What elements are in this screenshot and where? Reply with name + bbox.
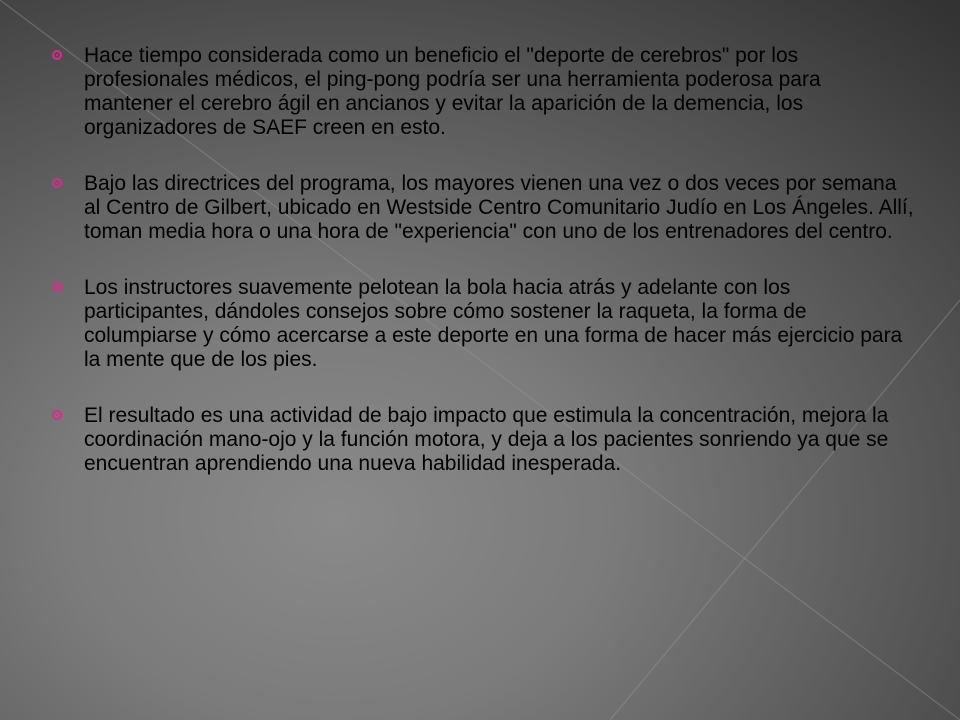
bullet-text: Bajo las directrices del programa, los mayores vienen una vez o dos veces por semana al Centro de Gilbert, ubicado en Westside Centro Comunitario Judío en Los Ángeles. Allí, toman media hora o una hora de "experiencia" con uno de los entrenadores del centro. [84, 172, 914, 243]
circle-bullet-icon [52, 282, 62, 292]
bullet-text: Hace tiempo considerada como un beneficio el "deporte de cerebros" por los profesionales médicos, el ping-pong podría ser una herramienta poderosa para mantener el cerebro ágil en ancianos y evitar la aparición de la demencia, los organizadores de SAEF creen en esto. [84, 44, 821, 139]
bullet-text: El resultado es una actividad de bajo impacto que estimula la concentración, mejora la coordinación mano-ojo y la función motora, y deja a los pacientes sonriendo ya que se encuentran aprendiendo una nueva habilidad inesperada. [84, 404, 889, 475]
bullet-item [52, 276, 914, 372]
circle-bullet-icon [52, 410, 62, 420]
circle-bullet-icon [52, 178, 62, 188]
bullet-text: Los instructores suavemente pelotean la bola hacia atrás y adelante con los participantes, dándoles consejos sobre cómo sostener la raqueta, la forma de columpiarse y cómo acercarse a este deporte en una forma de hacer más ejercicio para la mente que de los pies. [84, 276, 903, 371]
bullet-item [52, 404, 914, 476]
bullet-list [52, 44, 914, 508]
circle-bullet-icon [52, 50, 62, 60]
bullet-item [52, 44, 914, 140]
bullet-item [52, 172, 914, 244]
